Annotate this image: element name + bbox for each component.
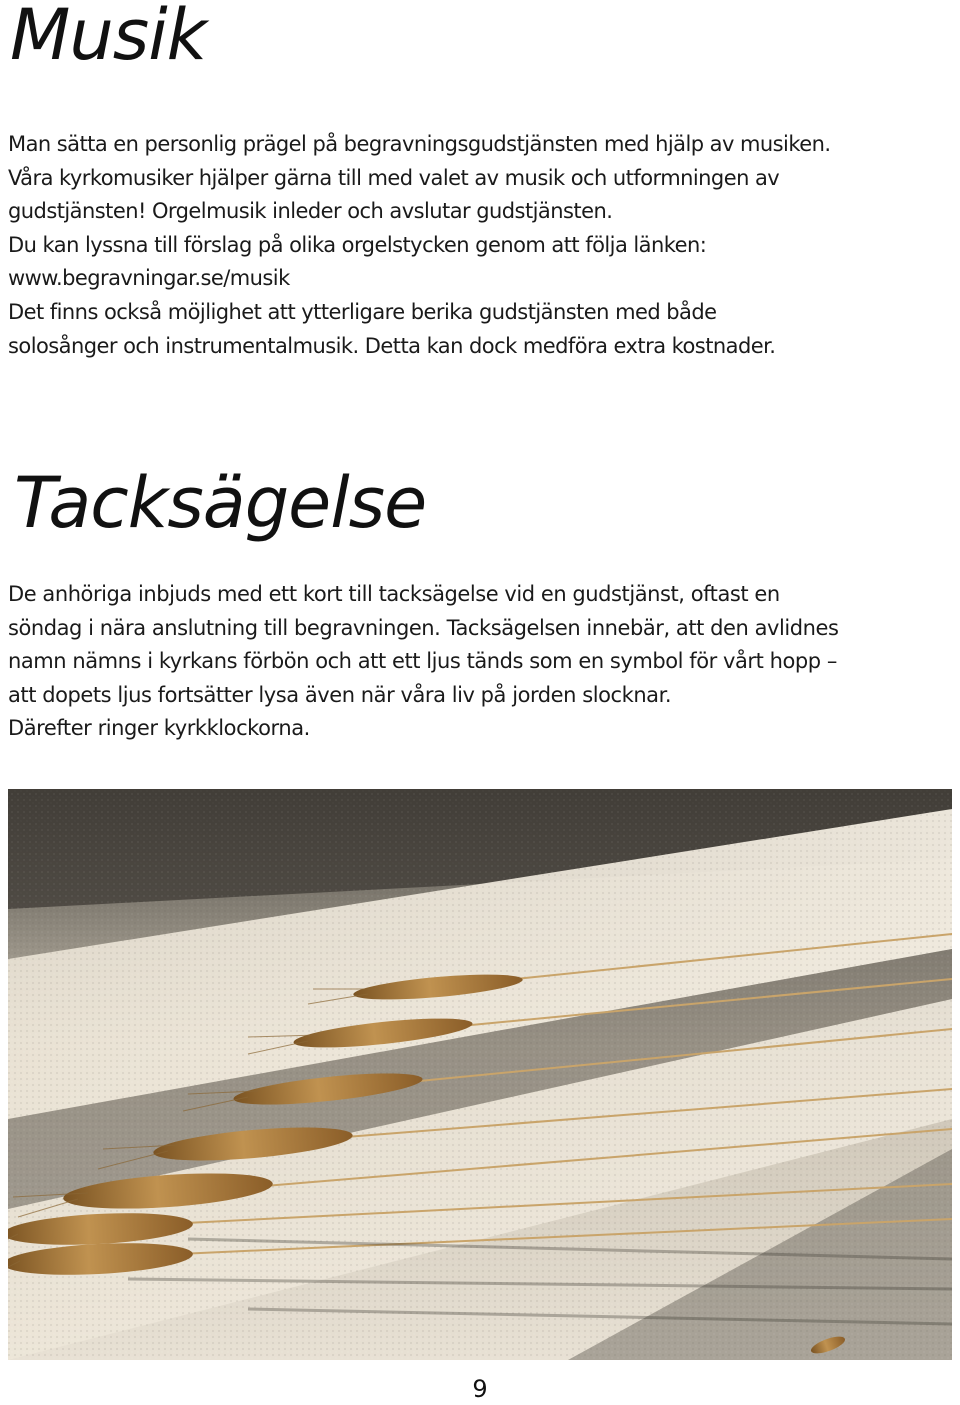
wheat-photo bbox=[8, 789, 952, 1360]
paragraph-line: Våra kyrkomusiker hjälper gärna till med valet av musik och utformningen av bbox=[8, 165, 780, 190]
musik-paragraph bbox=[8, 128, 830, 363]
section-heading-musik: Musik bbox=[10, 0, 207, 76]
paragraph-line: Man sätta en personlig prägel på begravningsgudstjänsten med hjälp av musiken. bbox=[8, 132, 831, 156]
paragraph-line: Därefter ringer kyrkklockorna. bbox=[8, 716, 310, 741]
paragraph-line: söndag i nära anslutning till begravningen. Tacksägelsen innebär, att den avlidnes bbox=[8, 615, 839, 640]
paragraph-line: solosånger och instrumentalmusik. Detta kan dock medföra extra kostnader. bbox=[8, 333, 776, 358]
page-number: 9 bbox=[472, 1375, 488, 1403]
music-link[interactable]: www.begravningar.se/musik bbox=[8, 266, 290, 291]
section-heading-tacksagelse: Tacksägelse bbox=[14, 462, 427, 544]
paragraph-line: Det finns också möjlighet att ytterligare berika gudstjänsten med både bbox=[8, 299, 717, 324]
paragraph-line: namn nämns i kyrkans förbön och att ett ljus tänds som en symbol för vårt hopp – bbox=[8, 649, 837, 674]
paragraph-line: De anhöriga inbjuds med ett kort till tacksägelse vid en gudstjänst, oftast en bbox=[8, 582, 780, 606]
tacksagelse-paragraph bbox=[8, 578, 838, 746]
paragraph-line: att dopets ljus fortsätter lysa även när våra liv på jorden slocknar. bbox=[8, 682, 672, 707]
paragraph-line: Du kan lyssna till förslag på olika orgelstycken genom att följa länken: bbox=[8, 232, 707, 257]
paragraph-line: gudstjänsten! Orgelmusik inleder och avslutar gudstjänsten. bbox=[8, 199, 613, 224]
